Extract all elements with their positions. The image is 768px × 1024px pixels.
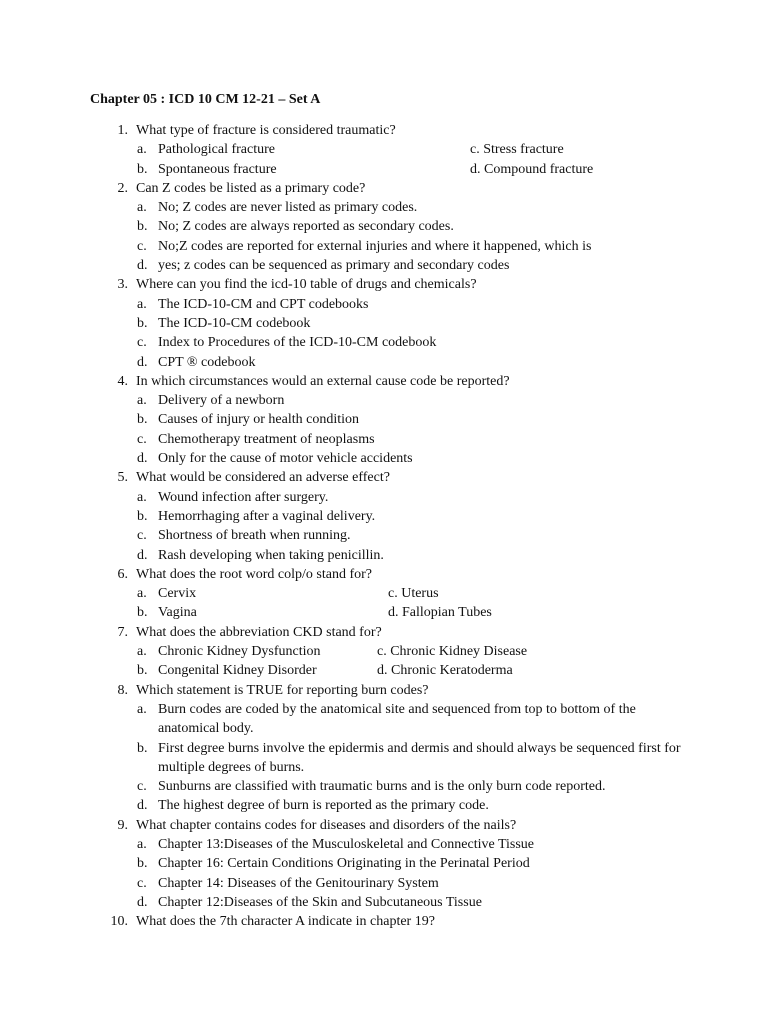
question-text: Can Z codes be listed as a primary code? xyxy=(136,180,366,196)
question-item xyxy=(0,468,768,564)
option-text: Chapter 14: Diseases of the Genitourinary System xyxy=(158,875,439,891)
option-letter: d. xyxy=(137,547,148,563)
question-text: What does the 7th character A indicate in chapter 19? xyxy=(136,914,435,930)
option-text: d. Fallopian Tubes xyxy=(388,605,492,621)
option-text: The ICD-10-CM codebook xyxy=(158,315,311,331)
option-text: Cervix xyxy=(158,586,197,602)
option-row xyxy=(0,661,768,680)
question-item xyxy=(0,179,768,275)
question-item xyxy=(0,912,768,931)
question-stem xyxy=(0,179,768,198)
option-letter: a. xyxy=(137,200,147,216)
option-letter: d. xyxy=(137,258,148,274)
question-number: 3. xyxy=(117,277,128,293)
option-text: Chapter 16: Certain Conditions Originating in the Perinatal Period xyxy=(158,856,530,872)
option-text: Rash developing when taking penicillin. xyxy=(158,547,384,563)
question-text: In which circumstances would an external cause code be reported? xyxy=(136,373,510,389)
question-text: Which statement is TRUE for reporting burn codes? xyxy=(136,682,429,698)
option-letter: b. xyxy=(137,508,148,524)
option-row xyxy=(0,603,768,622)
answer-option xyxy=(0,314,768,333)
option-row xyxy=(0,584,768,603)
option-letter: b. xyxy=(137,740,148,756)
question-item xyxy=(0,372,768,468)
option-letter: c. xyxy=(137,528,147,544)
option-text: Chapter 12:Diseases of the Skin and Subcutaneous Tissue xyxy=(158,894,482,910)
question-item xyxy=(0,275,768,371)
question-stem xyxy=(0,275,768,294)
answer-option xyxy=(0,353,768,372)
option-letter: c. xyxy=(137,335,147,351)
option-text: No;Z codes are reported for external injuries and where it happened, which is xyxy=(158,238,592,254)
question-number: 10. xyxy=(110,914,128,930)
answer-option xyxy=(0,449,768,468)
question-text: What would be considered an adverse effect? xyxy=(136,470,390,486)
answer-option xyxy=(0,410,768,429)
answer-option xyxy=(0,217,768,236)
answer-option xyxy=(0,198,768,217)
option-text: Shortness of breath when running. xyxy=(158,528,351,544)
question-number: 7. xyxy=(117,624,128,640)
option-letter: a. xyxy=(137,296,147,312)
question-stem xyxy=(0,912,768,931)
question-stem xyxy=(0,816,768,835)
answer-option xyxy=(0,700,768,739)
option-row xyxy=(0,160,768,179)
question-stem xyxy=(0,623,768,642)
option-letter: d. xyxy=(137,894,148,910)
option-letter: b. xyxy=(137,219,148,235)
question-number: 2. xyxy=(117,180,128,196)
answer-option xyxy=(0,430,768,449)
question-text: What does the root word colp/o stand for? xyxy=(136,566,372,582)
option-text: Vagina xyxy=(158,605,197,621)
question-item xyxy=(0,565,768,623)
question-number: 9. xyxy=(117,817,128,833)
option-text: Causes of injury or health condition xyxy=(158,412,360,428)
question-text: Where can you find the icd-10 table of drugs and chemicals? xyxy=(136,277,477,293)
answer-option xyxy=(0,893,768,912)
option-text: Wound infection after surgery. xyxy=(158,489,329,505)
question-number: 6. xyxy=(117,566,128,582)
option-letter: c. xyxy=(137,875,147,891)
option-letter: b. xyxy=(137,663,148,679)
option-text: The highest degree of burn is reported as the primary code. xyxy=(158,798,489,814)
question-text: What does the abbreviation CKD stand for? xyxy=(136,624,382,640)
question-stem xyxy=(0,121,768,140)
option-text: CPT ® codebook xyxy=(158,354,256,370)
option-text: Hemorrhaging after a vaginal delivery. xyxy=(158,508,376,524)
option-row xyxy=(0,642,768,661)
answer-option xyxy=(0,295,768,314)
question-item xyxy=(0,816,768,912)
option-text: Spontaneous fracture xyxy=(158,161,277,177)
question-number: 5. xyxy=(117,470,128,486)
answer-option xyxy=(0,874,768,893)
option-text: Sunburns are classified with traumatic burns and is the only burn code reported. xyxy=(158,779,606,795)
question-item xyxy=(0,121,768,179)
option-letter: a. xyxy=(137,644,147,660)
answer-option xyxy=(0,777,768,796)
answer-option xyxy=(0,256,768,275)
option-text: c. Stress fracture xyxy=(470,142,564,158)
option-letter: a. xyxy=(137,701,147,717)
question-text: What type of fracture is considered traumatic? xyxy=(136,123,396,138)
option-letter: c. xyxy=(137,238,147,254)
option-letter: a. xyxy=(137,142,147,158)
answer-option xyxy=(0,488,768,507)
question-stem xyxy=(0,468,768,487)
option-text: Burn codes are coded by the anatomical site and sequenced from top to bottom of the anatomical body. xyxy=(158,701,636,737)
answer-option xyxy=(0,854,768,873)
option-letter: b. xyxy=(137,315,148,331)
question-number: 8. xyxy=(117,682,128,698)
option-letter: a. xyxy=(137,489,147,505)
answer-option xyxy=(0,835,768,854)
question-item xyxy=(0,623,768,681)
option-text: c. Chronic Kidney Disease xyxy=(377,644,528,660)
answer-option xyxy=(0,237,768,256)
question-number: 4. xyxy=(117,373,128,389)
answer-option xyxy=(0,796,768,815)
question-stem xyxy=(0,681,768,700)
answer-option xyxy=(0,333,768,352)
option-letter: d. xyxy=(137,451,148,467)
option-text: Chapter 13:Diseases of the Musculoskeletal and Connective Tissue xyxy=(158,836,534,852)
option-letter: b. xyxy=(137,605,148,621)
option-letter: b. xyxy=(137,161,148,177)
option-text: Index to Procedures of the ICD-10-CM codebook xyxy=(158,335,437,351)
option-letter: c. xyxy=(137,779,147,795)
answer-option xyxy=(0,507,768,526)
option-letter: b. xyxy=(137,412,148,428)
option-text: c. Uterus xyxy=(388,586,439,602)
option-text: No; Z codes are always reported as secondary codes. xyxy=(158,219,454,235)
question-stem xyxy=(0,372,768,391)
answer-option xyxy=(0,546,768,565)
answer-option xyxy=(0,526,768,545)
question-text: What chapter contains codes for diseases and disorders of the nails? xyxy=(136,817,517,833)
option-text: d. Compound fracture xyxy=(470,161,594,177)
answer-option xyxy=(0,739,768,778)
option-text: Chronic Kidney Dysfunction xyxy=(158,644,321,660)
option-letter: a. xyxy=(137,836,147,852)
option-text: No; Z codes are never listed as primary codes. xyxy=(158,200,418,216)
option-letter: d. xyxy=(137,798,148,814)
question-number: 1. xyxy=(117,123,128,138)
option-letter: d. xyxy=(137,354,148,370)
option-text: Delivery of a newborn xyxy=(158,393,285,409)
option-letter: b. xyxy=(137,856,148,872)
document-title: Chapter 05 : ICD 10 CM 12-21 – Set A xyxy=(90,92,321,107)
option-letter: c. xyxy=(137,431,147,447)
option-row xyxy=(0,140,768,159)
option-text: Congenital Kidney Disorder xyxy=(158,663,317,679)
option-text: Only for the cause of motor vehicle accidents xyxy=(158,451,413,467)
option-text: d. Chronic Keratoderma xyxy=(377,663,513,679)
option-text: Pathological fracture xyxy=(158,142,276,158)
option-text: Chemotherapy treatment of neoplasms xyxy=(158,431,375,447)
question-list xyxy=(0,121,768,931)
option-text: yes; z codes can be sequenced as primary and secondary codes xyxy=(158,258,510,274)
option-text: The ICD-10-CM and CPT codebooks xyxy=(158,296,369,312)
answer-option xyxy=(0,391,768,410)
question-item xyxy=(0,681,768,816)
option-letter: a. xyxy=(137,586,147,602)
option-text: First degree burns involve the epidermis and dermis and should always be sequenced first for multiple degrees of burns. xyxy=(158,740,681,775)
option-letter: a. xyxy=(137,393,147,409)
question-stem xyxy=(0,565,768,584)
